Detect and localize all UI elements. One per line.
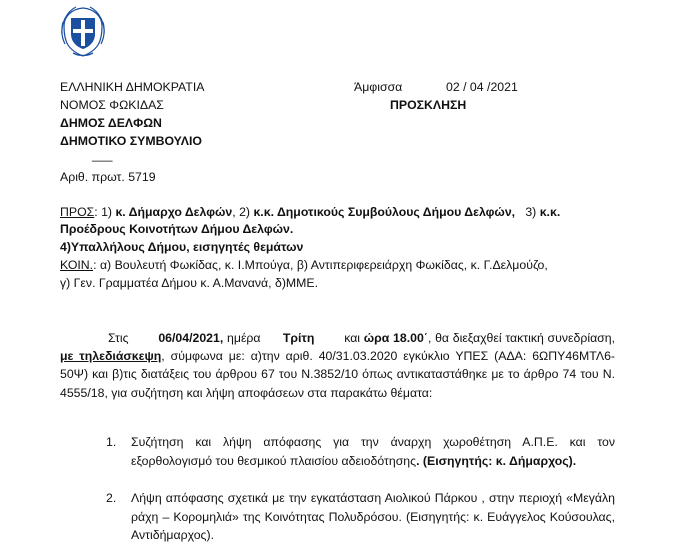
municipality-label: ΔΗΜΟΣ ΔΕΛΦΩΝ	[60, 116, 162, 130]
koin-line-1: ΚΟΙΝ.: α) Βουλευτή Φωκίδας, κ. Ι.Μπούγα, β) Αντιπεριφερειάρχη Φωκίδας, κ. Γ.Δελμούζο,	[60, 258, 548, 272]
document-type: ΠΡΟΣΚΛΗΣΗ	[390, 98, 467, 112]
republic-label: ΕΛΛΗΝΙΚΗ ΔΗΜΟΚΡΑΤΙΑ	[60, 80, 205, 94]
header-divider: ___	[92, 148, 113, 162]
recipient-mayor: κ. Δήμαρχο Δελφών	[115, 205, 233, 219]
document-date: 02 / 04 /2021	[446, 80, 518, 94]
meeting-date: 06/04/2021,	[158, 331, 224, 345]
prefecture-label: ΝΟΜΟΣ ΦΩΚΙΔΑΣ	[60, 98, 164, 112]
recipient-councillors: κ.κ. Δημοτικούς Συμβούλους Δήμου Δελφών,	[253, 205, 516, 219]
pros-line-1: ΠΡΟΣ: 1) κ. Δήμαρχο Δελφών, 2) κ.κ. Δημοτικούς Συμβούλους Δήμου Δελφών, 3) κ.κ.	[60, 205, 561, 219]
meeting-mode: με τηλεδιάσκεψη	[60, 349, 162, 364]
council-label: ΔΗΜΟΤΙΚΟ ΣΥΜΒΟΥΛΙΟ	[60, 134, 202, 148]
koin-label: ΚΟΙΝ.	[60, 258, 94, 272]
meeting-time: ώρα 18.00΄	[363, 331, 428, 345]
coat-of-arms-icon	[58, 4, 108, 60]
pros-label: ΠΡΟΣ	[60, 205, 95, 219]
recipient-community-presidents: Προέδρους Κοινοτήτων Δήμου Δελφών.	[60, 222, 294, 236]
intro-paragraph: Στις 06/04/2021, ημέρα Τρίτη και ώρα 18.00΄, θα διεξαχθεί τακτική συνεδρίαση, με τηλεδιάσκεψη, σύμφωνα με: α)την αριθ. 40/31.03.2020 εγκύκλιο ΥΠΕΣ (ΑΔΑ: 6ΩΠΥ46ΜΤΛ6-50Ψ) και β)τις διατάξεις του άρθρου 67 του Ν.3852/10 όπως αντικαταστάθηκε με το άρθρο 74 του Ν. 4555/18, για συζήτηση και λήψη αποφάσεων στα παρακάτω θέματα:	[60, 331, 616, 400]
protocol-number: Αριθ. πρωτ. 5719	[60, 170, 156, 184]
meeting-day: Τρίτη	[282, 331, 315, 345]
koin-line-2: γ) Γεν. Γραμματέα Δήμου κ. Α.Μανανά, δ)ΜΜΕ.	[60, 276, 319, 290]
recipient-employees: 4)Υπαλλήλους Δήμου, εισηγητές θεμάτων	[60, 240, 304, 254]
place-label: Άμφισσα	[354, 80, 403, 94]
